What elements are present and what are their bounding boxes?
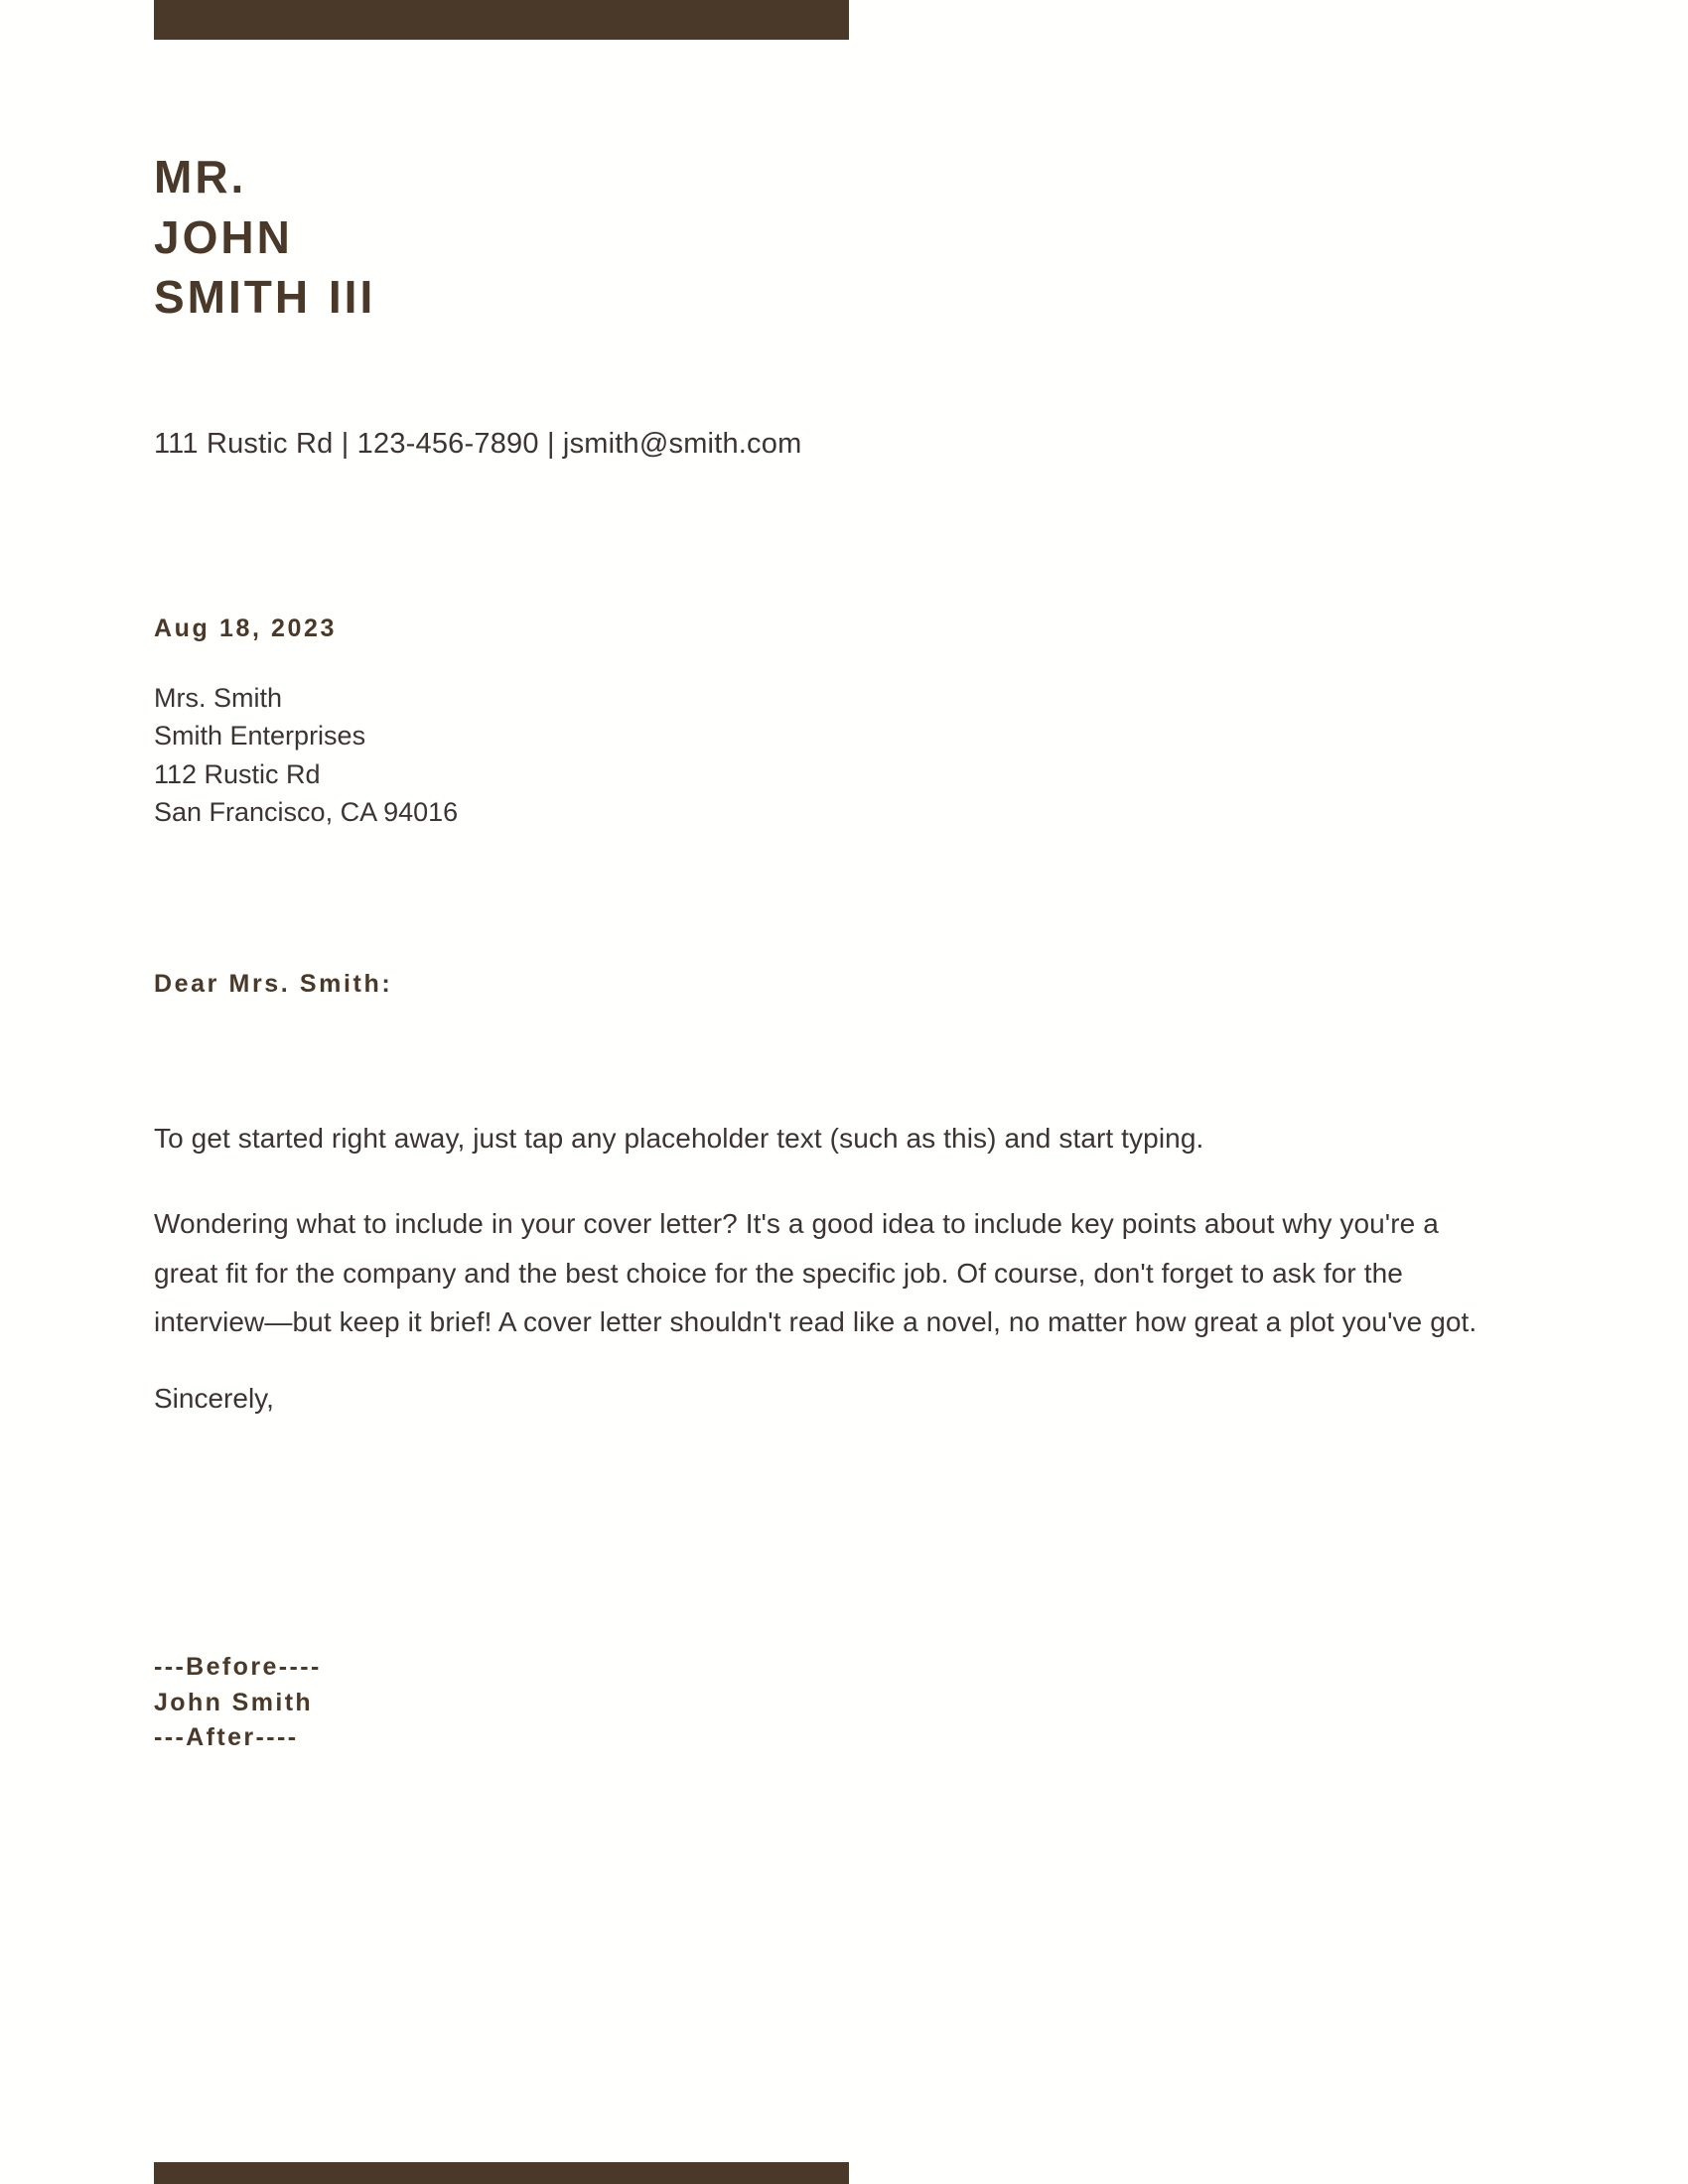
body-paragraph-2: Wondering what to include in your cover letter? It's a good idea to include key points about why you're a great fit for the company and the best choice for the specific job. Of course, don't forget to ask for the interview—but keep it brief! A cover letter shouldn't read like a novel, no matter how great a plot you've got. xyxy=(154,1207,1477,1338)
body-paragraph-1: To get started right away, just tap any placeholder text (such as this) and start typing. xyxy=(154,1123,1204,1154)
recipient-city-state-zip: San Francisco, CA 94016 xyxy=(154,796,459,827)
signature-block xyxy=(154,1650,322,1756)
top-accent-bar xyxy=(154,0,849,40)
recipient-street: 112 Rustic Rd xyxy=(154,758,321,789)
signature-after-marker: ---After---- xyxy=(154,1723,299,1751)
letter-date: Aug 18, 2023 xyxy=(154,614,338,642)
signature-before-marker: ---Before---- xyxy=(154,1653,322,1681)
letter-closing: Sincerely, xyxy=(154,1383,274,1415)
bottom-accent-bar xyxy=(154,2162,849,2184)
recipient-name: Mrs. Smith xyxy=(154,683,283,713)
letterhead-name-block xyxy=(154,147,392,328)
recipient-company: Smith Enterprises xyxy=(154,721,366,751)
letter-salutation: Dear Mrs. Smith: xyxy=(154,970,393,998)
recipient-address-block xyxy=(154,679,458,831)
letter-body xyxy=(154,1114,1499,1422)
signature-name: John Smith xyxy=(154,1688,314,1716)
page-title: MR. JOHN SMITH III xyxy=(154,151,376,324)
contact-info-line: 111 Rustic Rd | 123-456-7890 | jsmith@smith.com xyxy=(154,428,802,460)
